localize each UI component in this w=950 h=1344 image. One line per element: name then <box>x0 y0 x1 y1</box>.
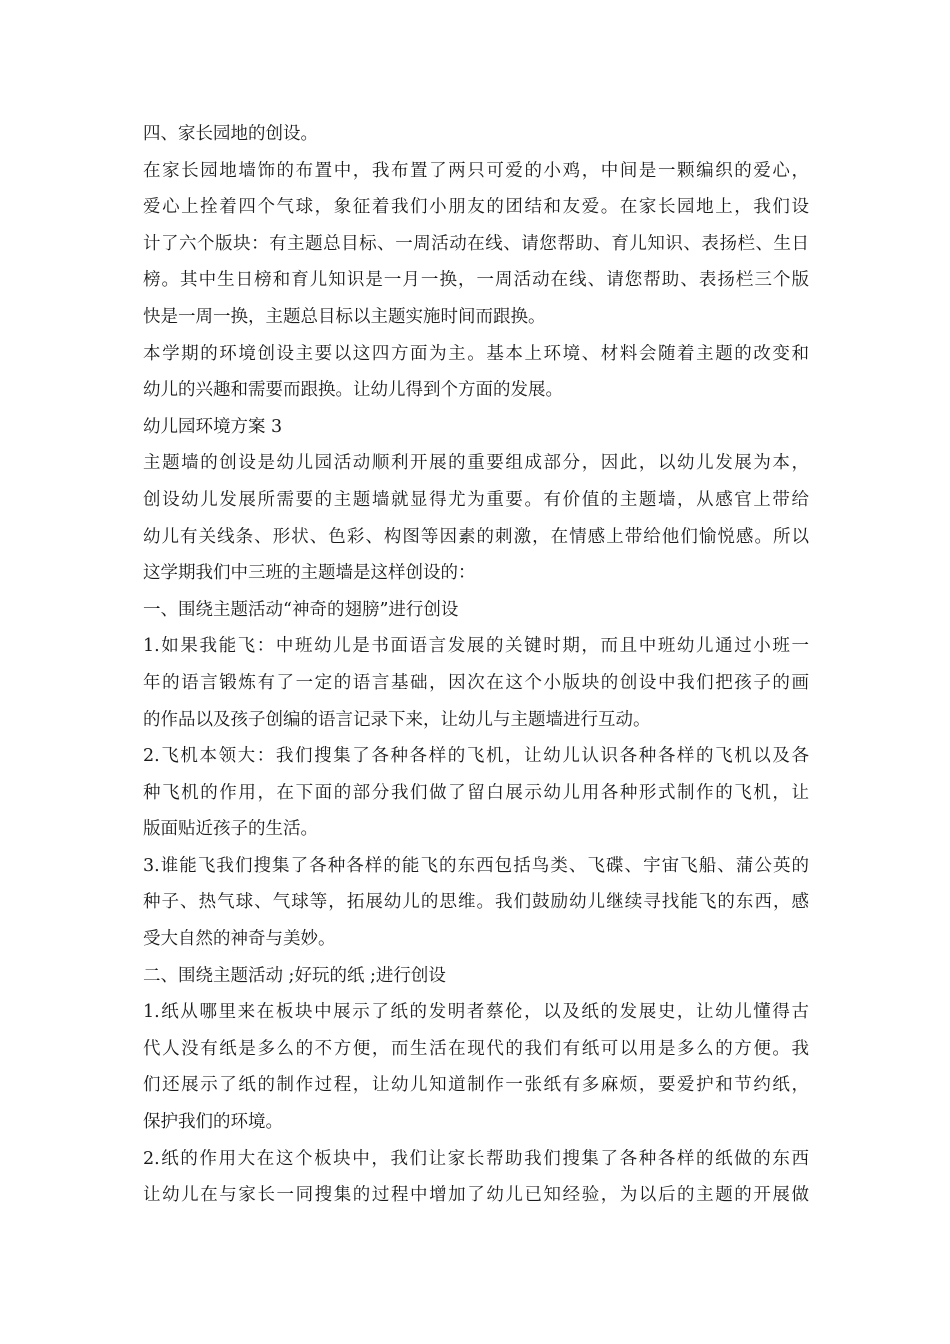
text-line: 幼儿园环境方案 3 <box>143 416 283 437</box>
text-line: 榜。其中生日榜和育儿知识是一月一换，一周活动在线、请您帮助、表扬栏三个版 <box>143 270 809 291</box>
text-line: 1.纸从哪里来在板块中展示了纸的发明者蔡伦，以及纸的发展史，让幼儿懂得古 <box>143 1002 809 1023</box>
text-line: 四、家长园地的创设。 <box>143 124 318 144</box>
text-line: 版面贴近孩子的生活。 <box>143 819 318 840</box>
text-line: 一、围绕主题活动“神奇的翅膀”进行创设 <box>143 599 459 620</box>
text-line: 幼儿的兴趣和需要而跟换。让幼儿得到个方面的发展。 <box>143 380 563 401</box>
text-line: 种子、热气球、气球等，拓展幼儿的思维。我们鼓励幼儿继续寻找能飞的东西，感 <box>143 892 809 913</box>
text-line: 让幼儿在与家长一同搜集的过程中增加了幼儿已知经验，为以后的主题的开展做 <box>143 1185 809 1206</box>
text-line: 快是一周一换，主题总目标以主题实施时间而跟换。 <box>143 306 546 327</box>
text-line: 2.飞机本领大：我们搜集了各种各样的飞机，让幼儿认识各种各样的飞机以及各 <box>143 746 809 767</box>
text-line: 种飞机的作用，在下面的部分我们做了留白展示幼儿用各种形式制作的飞机，让 <box>143 782 809 803</box>
text-line: 计了六个版块：有主题总目标、一周活动在线、请您帮助、育儿知识、表扬栏、生日 <box>143 233 809 254</box>
text-line: 年的语言锻炼有了一定的语言基础，因次在这个小版块的创设中我们把孩子的画 <box>143 672 809 693</box>
text-line: 本学期的环境创设主要以这四方面为主。基本上环境、材料会随着主题的改变和 <box>143 343 809 364</box>
text-line: 的作品以及孩子创编的语言记录下来，让幼儿与主题墙进行互动。 <box>143 709 651 730</box>
document-body <box>143 116 809 1214</box>
text-line: 这学期我们中三班的主题墙是这样创设的： <box>143 563 476 584</box>
text-line: 1.如果我能飞：中班幼儿是书面语言发展的关键时期，而且中班幼儿通过小班一 <box>143 636 809 657</box>
text-line: 二、围绕主题活动 ;好玩的纸 ;进行创设 <box>143 965 446 986</box>
text-line: 爱心上拴着四个气球，象征着我们小朋友的团结和友爱。在家长园地上，我们设 <box>143 197 809 218</box>
text-line: 主题墙的创设是幼儿园活动顺利开展的重要组成部分，因此，以幼儿发展为本， <box>143 453 809 474</box>
text-line: 幼儿有关线条、形状、色彩、构图等因素的刺激，在情感上带给他们愉悦感。所以 <box>143 526 809 547</box>
text-line: 在家长园地墙饰的布置中，我布置了两只可爱的小鸡，中间是一颗编织的爱心， <box>143 160 809 181</box>
text-line: 们还展示了纸的制作过程，让幼儿知道制作一张纸有多麻烦，要爱护和节约纸， <box>143 1075 809 1096</box>
text-line: 受大自然的神奇与美妙。 <box>143 929 336 950</box>
text-line: 保护我们的环境。 <box>143 1112 283 1133</box>
text-line: 创设幼儿发展所需要的主题墙就显得尤为重要。有价值的主题墙，从感官上带给 <box>143 489 809 510</box>
text-line: 代人没有纸是多么的不方便，而生活在现代的我们有纸可以用是多么的方便。我 <box>143 1038 809 1059</box>
text-line: 3.谁能飞我们搜集了各种各样的能飞的东西包括鸟类、飞碟、宇宙飞船、蒲公英的 <box>143 855 809 876</box>
text-line: 2.纸的作用大在这个板块中，我们让家长帮助我们搜集了各种各样的纸做的东西 <box>143 1148 809 1169</box>
